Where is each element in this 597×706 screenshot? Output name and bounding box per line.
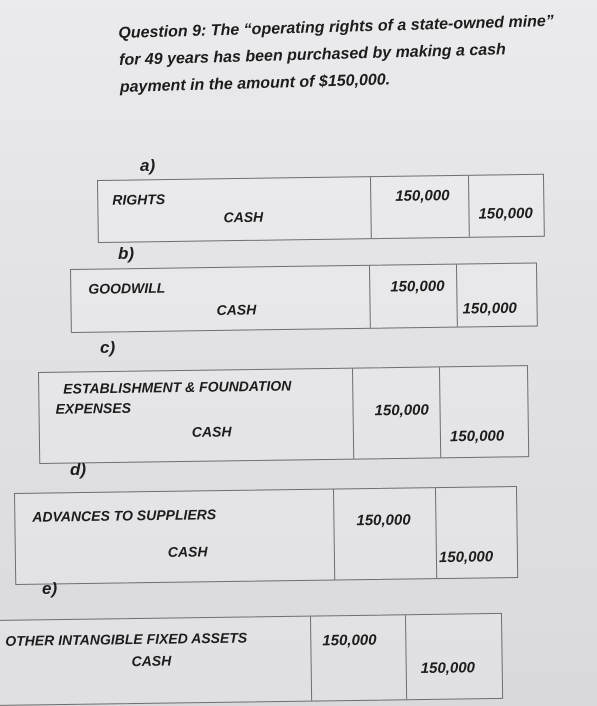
option-c-label[interactable]: c): [100, 338, 116, 357]
credit-column-divider: [456, 265, 458, 327]
credit-column-divider: [468, 176, 470, 237]
option-d-label[interactable]: d): [70, 460, 87, 479]
credit-amount: 150,000: [478, 204, 533, 223]
credit-column-divider: [405, 615, 407, 699]
question-text: Question 9: The “operating rights of a state-owned mine” for 49 years has been purchased by making a cash payment in the amount of $150,000.: [118, 12, 555, 96]
option-d-journal-entry[interactable]: [14, 486, 518, 585]
debit-account-name-line1: ESTABLISHMENT & FOUNDATION: [63, 377, 292, 397]
option-b-journal-entry[interactable]: [70, 262, 538, 333]
credit-amount: 150,000: [438, 548, 494, 567]
debit-account-name: ADVANCES TO SUPPLIERS: [32, 506, 217, 525]
credit-column-divider: [439, 367, 441, 457]
debit-column-divider: [310, 617, 312, 701]
option-e-label[interactable]: e): [42, 579, 58, 598]
debit-account-name-line2: EXPENSES: [55, 399, 132, 417]
debit-account-name: GOODWILL: [88, 279, 166, 297]
debit-amount: 150,000: [322, 631, 377, 650]
credit-account-name: CASH: [216, 301, 257, 318]
debit-account-name: RIGHTS: [112, 191, 166, 208]
debit-column-divider: [352, 369, 354, 459]
debit-column-divider: [370, 177, 372, 238]
option-e-journal-entry[interactable]: [0, 613, 503, 706]
debit-column-divider: [369, 266, 371, 328]
option-a-journal-entry[interactable]: [97, 174, 545, 243]
credit-amount: 150,000: [449, 427, 505, 446]
credit-amount: 150,000: [420, 659, 476, 678]
option-b-label[interactable]: b): [118, 244, 135, 263]
option-c-journal-entry[interactable]: [38, 365, 529, 464]
credit-column-divider: [435, 488, 437, 578]
debit-account-name: OTHER INTANGIBLE FIXED ASSETS: [5, 629, 248, 649]
credit-account-name: CASH: [167, 543, 208, 560]
credit-account-name: CASH: [223, 208, 264, 226]
credit-account-name: CASH: [131, 652, 172, 670]
debit-column-divider: [333, 490, 335, 580]
option-a-label[interactable]: a): [140, 156, 156, 175]
credit-account-name: CASH: [191, 423, 232, 440]
debit-amount: 150,000: [374, 401, 429, 420]
debit-amount: 150,000: [356, 511, 411, 530]
debit-amount: 150,000: [390, 277, 445, 296]
credit-amount: 150,000: [462, 299, 517, 318]
debit-amount: 150,000: [395, 187, 450, 205]
